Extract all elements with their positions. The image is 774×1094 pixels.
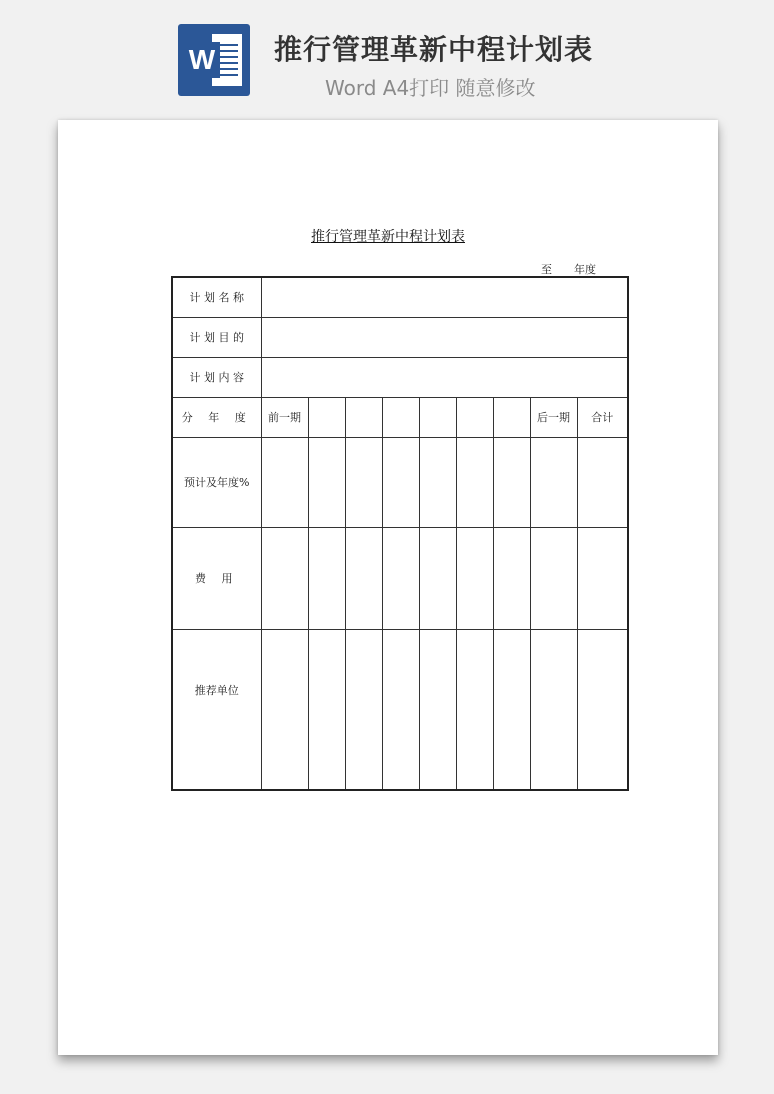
cost-cell[interactable] (261, 527, 308, 629)
period-cell[interactable] (493, 397, 530, 437)
plan-goal-cell[interactable] (261, 317, 628, 357)
document-title: 推行管理革新中程计划表 (311, 229, 465, 245)
period-label: 分 年 度 (172, 397, 261, 437)
estimate-cell[interactable] (345, 437, 382, 527)
word-document-icon (178, 24, 250, 96)
unit-label: 推荐单位 (172, 629, 261, 790)
estimate-cell[interactable] (308, 437, 345, 527)
prev-period-header: 前一期 (261, 397, 308, 437)
total-header: 合计 (577, 397, 628, 437)
word-icon-letter: W (184, 42, 220, 78)
table-row (172, 437, 628, 527)
unit-cell[interactable] (345, 629, 382, 790)
table-row (172, 317, 628, 357)
cost-cell[interactable] (382, 527, 419, 629)
header (0, 0, 774, 110)
plan-content-label: 计 划 内 容 (172, 357, 261, 397)
estimate-cell[interactable] (530, 437, 577, 527)
table-row (172, 397, 628, 437)
table-row (172, 527, 628, 629)
date-year-label: 年度 (574, 263, 596, 276)
unit-cell[interactable] (382, 629, 419, 790)
unit-cell[interactable] (261, 629, 308, 790)
cost-label: 费 用 (172, 527, 261, 629)
cost-cell[interactable] (456, 527, 493, 629)
plan-content-cell[interactable] (261, 357, 628, 397)
estimate-cell[interactable] (577, 437, 628, 527)
estimate-label: 预计及年度% (172, 437, 261, 527)
unit-cell[interactable] (530, 629, 577, 790)
table-row (172, 277, 628, 317)
plan-table (171, 276, 629, 791)
estimate-cell[interactable] (382, 437, 419, 527)
date-to-label: 至 (541, 263, 552, 276)
estimate-cell[interactable] (419, 437, 456, 527)
estimate-cell[interactable] (493, 437, 530, 527)
unit-cell[interactable] (577, 629, 628, 790)
period-cell[interactable] (345, 397, 382, 437)
cost-cell[interactable] (530, 527, 577, 629)
table-row (172, 357, 628, 397)
table-row (172, 629, 628, 790)
estimate-cell[interactable] (261, 437, 308, 527)
unit-cell[interactable] (308, 629, 345, 790)
cost-cell[interactable] (345, 527, 382, 629)
cost-cell[interactable] (577, 527, 628, 629)
period-cell[interactable] (382, 397, 419, 437)
unit-cell[interactable] (493, 629, 530, 790)
period-cell[interactable] (419, 397, 456, 437)
unit-cell[interactable] (419, 629, 456, 790)
next-period-header: 后一期 (530, 397, 577, 437)
cost-cell[interactable] (419, 527, 456, 629)
plan-name-cell[interactable] (261, 277, 628, 317)
unit-cell[interactable] (456, 629, 493, 790)
cost-cell[interactable] (493, 527, 530, 629)
period-cell[interactable] (308, 397, 345, 437)
estimate-cell[interactable] (456, 437, 493, 527)
header-title: 推行管理革新中程计划表 (274, 33, 594, 66)
period-cell[interactable] (456, 397, 493, 437)
header-subtitle: Word A4打印 随意修改 (325, 76, 536, 100)
cost-cell[interactable] (308, 527, 345, 629)
plan-name-label: 计 划 名 称 (172, 277, 261, 317)
document-page (58, 120, 718, 1055)
plan-goal-label: 计 划 目 的 (172, 317, 261, 357)
